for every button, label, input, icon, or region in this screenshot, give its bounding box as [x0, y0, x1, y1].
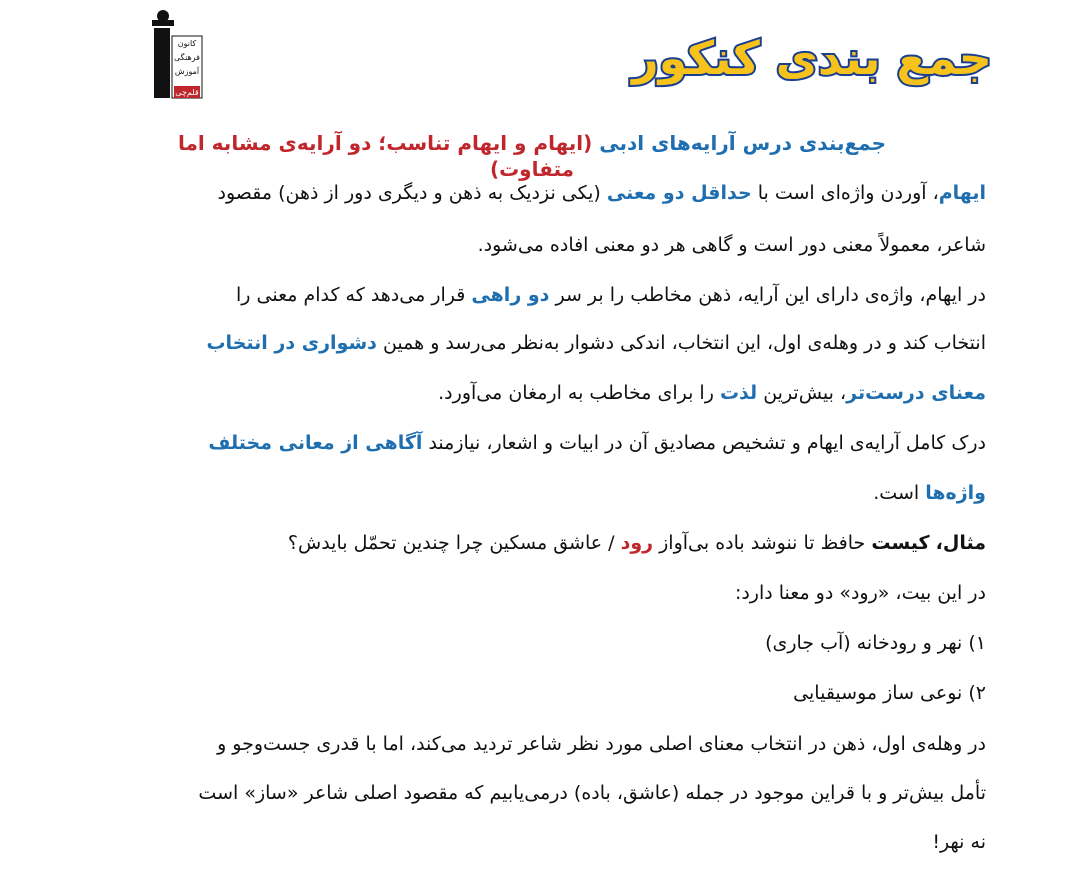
para2-line3: معنای درست‌تر، بیش‌ترین لذت را برای مخاطب به ارمغان می‌آورد.: [438, 382, 986, 404]
para3-line1: درک کامل آرایه‌ی ایهام و تشخیص مصادیق آن در ابیات و اشعار، نیازمند آگاهی از معانی مختلف: [208, 432, 986, 454]
brand-logo-text: جمع بندی کنکور: [632, 31, 992, 85]
page-title: جمع‌بندی درس آرایه‌های ادبی (ایهام و ایهام تناسب؛ دو آرایه‌ی مشابه اما متفاوت): [177, 131, 887, 181]
meanings-intro: در این بیت، «رود» دو معنا دارد:: [734, 582, 986, 604]
example-line: مثال، کیست حافظ تا ننوشد باده بی‌آواز رود / عاشق مسکین چرا چندین تحمّل بایدش؟: [287, 532, 986, 554]
para2-line2: انتخاب کند و در وهله‌ی اول، این انتخاب، اندکی دشوار به‌نظر می‌رسد و همین دشواری در انتخاب: [206, 332, 986, 354]
conclusion-line1: در وهله‌ی اول، ذهن در انتخاب معنای اصلی مورد نظر شاعر تردید می‌کند، اما با قدری جست‌وجو و: [217, 733, 986, 755]
meaning-item-2: ۲) نوعی ساز موسیقیایی: [793, 682, 986, 704]
logo-line-4: قلم‌چی: [175, 88, 199, 97]
conclusion-line2: تأمل بیش‌تر و با قراین موجود در جمله (عاشق، باده) درمی‌یابیم که مقصود اصلی شاعر «ساز» است: [198, 782, 986, 804]
para1-line1: ایهام، آوردن واژه‌ای است با حداقل دو معنی (یکی نزدیک به ذهن و دیگری دور از ذهن) مقصود: [217, 182, 986, 204]
logo-line-2: فرهنگی: [174, 53, 200, 62]
para1-line2: شاعر، معمولاً معنی دور است و گاهی هر دو معنی افاده می‌شود.: [477, 234, 986, 256]
para2-line1: در ایهام، واژه‌ی دارای این آرایه، ذهن مخاطب را بر سر دو راهی قرار می‌دهد که کدام معنی را: [236, 284, 986, 306]
publisher-logo: [150, 8, 208, 100]
logo-line-3: آموزش: [174, 67, 200, 76]
para3-line2: واژه‌ها است.: [873, 482, 986, 504]
brand-logo: [632, 14, 992, 100]
meaning-item-1: ۱) نهر و رودخانه (آب جاری): [765, 632, 986, 654]
conclusion-line3: نه نهر!: [932, 831, 986, 853]
logo-line-1: کانون: [177, 39, 197, 48]
